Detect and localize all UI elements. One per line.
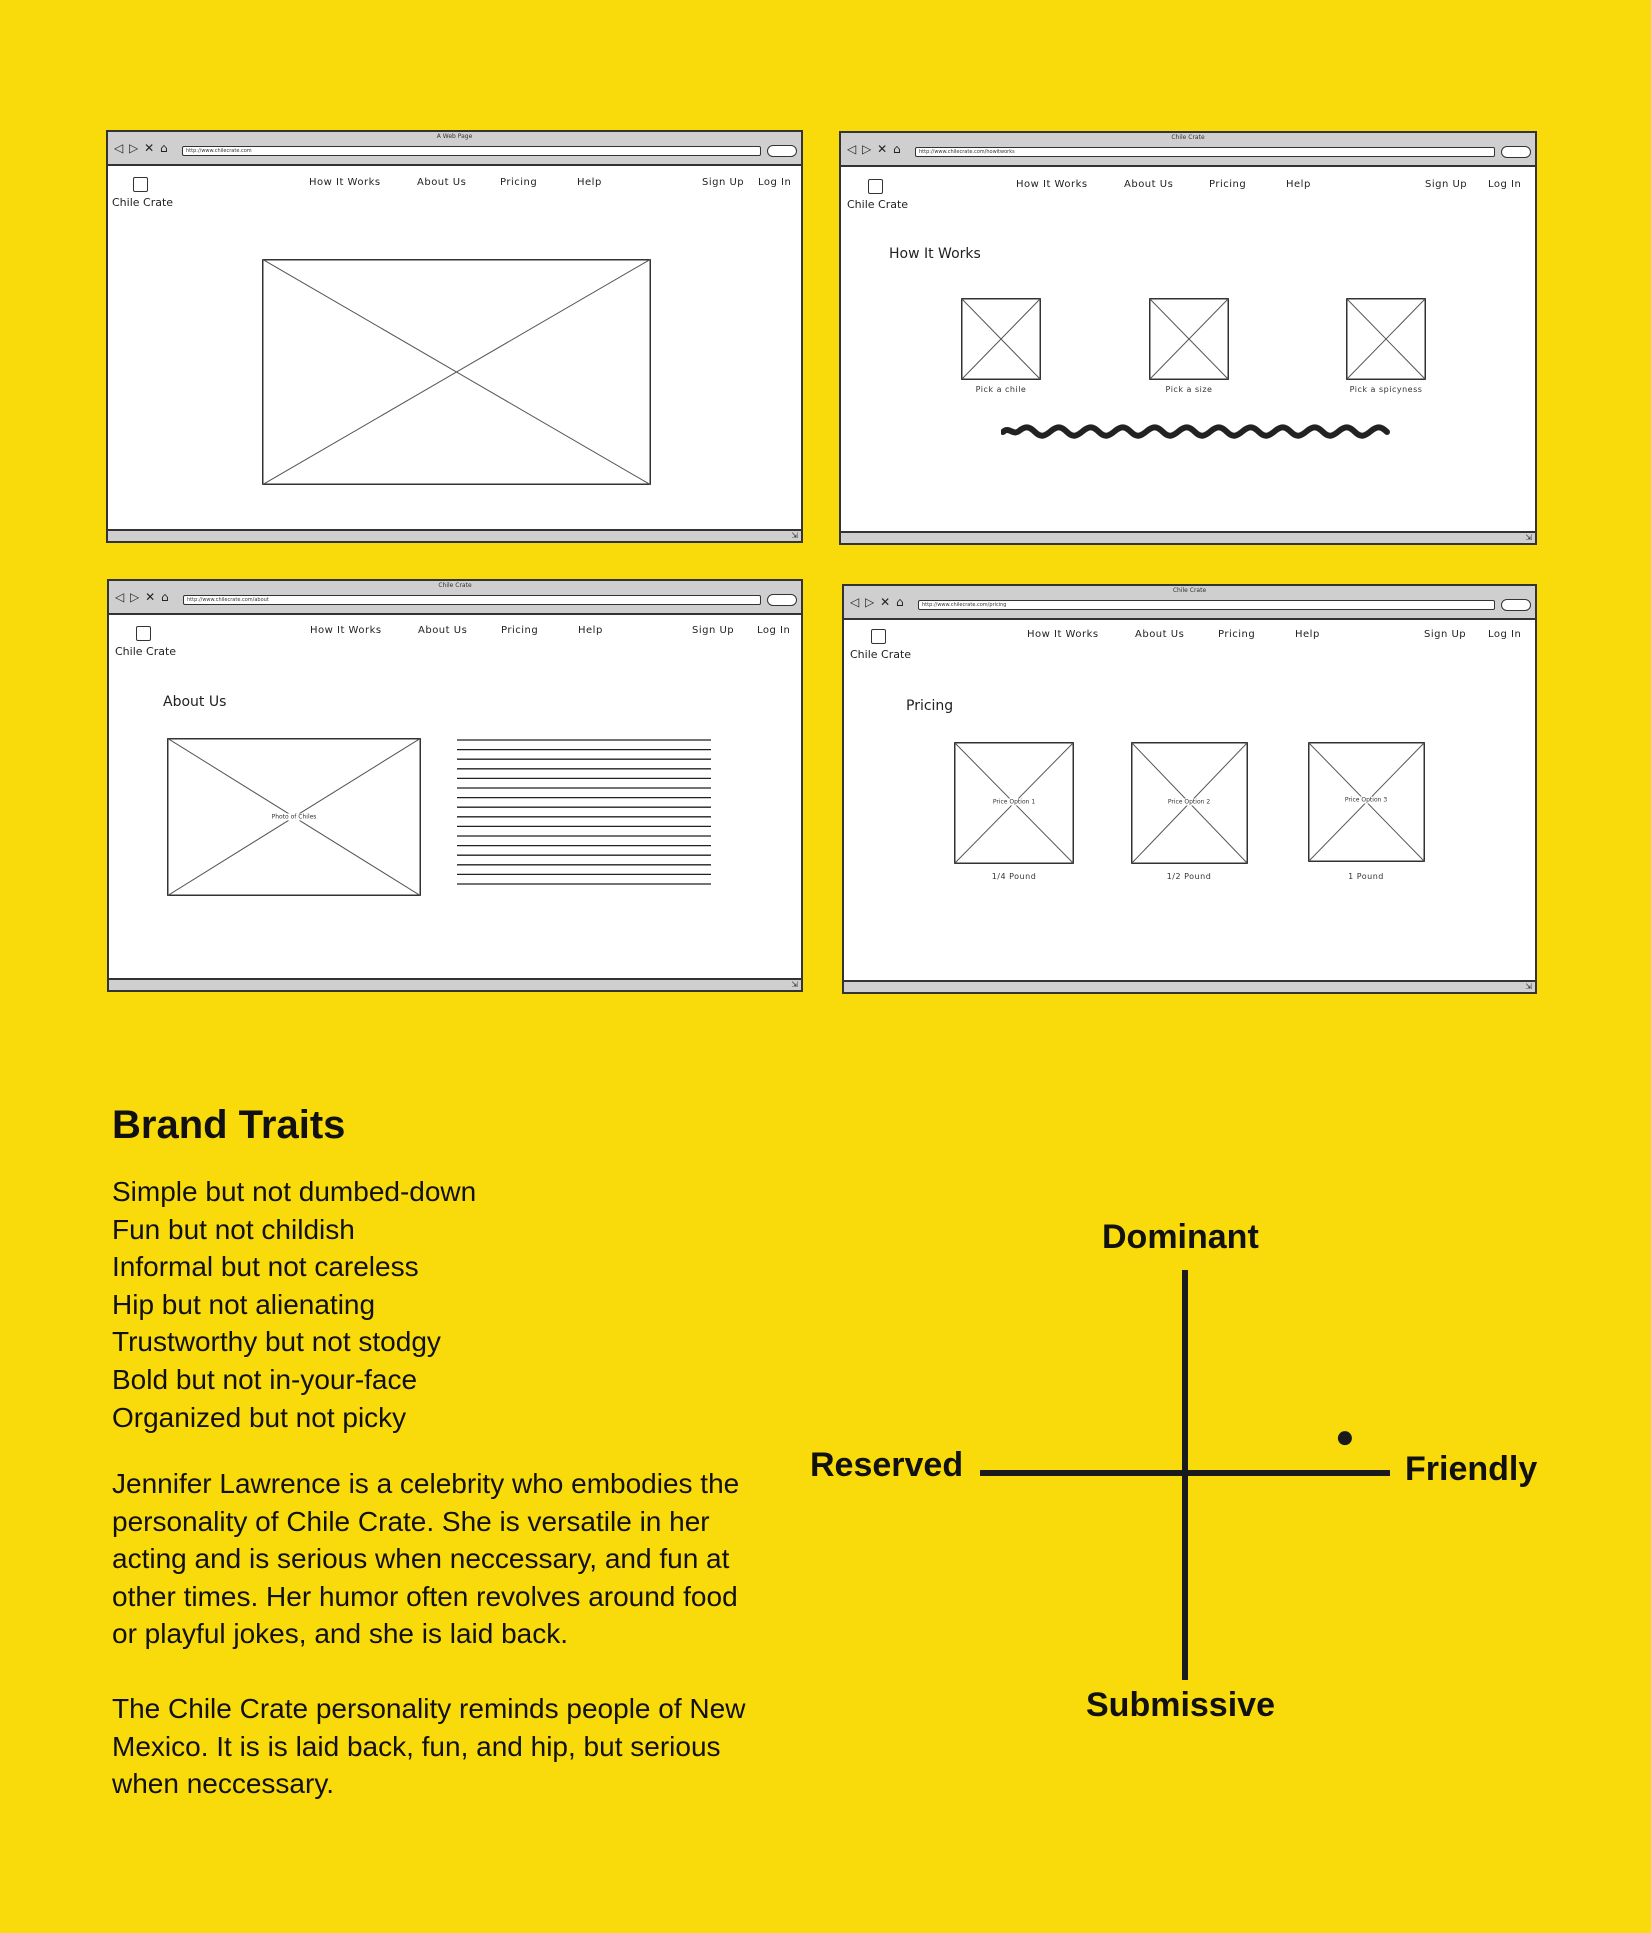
step-caption: Pick a chile — [975, 385, 1027, 394]
browser-nav-icons[interactable]: ◁ ▷ ✕ ⌂ — [847, 142, 902, 156]
nav-how-it-works[interactable]: How It Works — [310, 625, 382, 636]
nav-help[interactable]: Help — [577, 177, 602, 188]
trait-item: Bold but not in-your-face — [112, 1363, 418, 1395]
nav-help[interactable]: Help — [1295, 629, 1320, 640]
nav-about-us[interactable]: About Us — [1124, 179, 1174, 190]
text-lines-placeholder — [457, 738, 711, 894]
scribbled-text-placeholder — [1001, 423, 1391, 439]
brand-name: Chile Crate — [847, 198, 909, 211]
browser-chrome — [844, 586, 1535, 620]
window-title: A Web Page — [436, 133, 473, 140]
browser-nav-icons[interactable]: ◁ ▷ ✕ ⌂ — [114, 141, 169, 155]
nav-how-it-works[interactable]: How It Works — [1016, 179, 1088, 190]
resize-grip-icon[interactable]: ⇲ — [791, 980, 798, 989]
section-heading: How It Works — [889, 246, 981, 262]
nav-how-it-works[interactable]: How It Works — [309, 177, 381, 188]
price-option-label: Price Option 3 — [1344, 796, 1388, 804]
step-image-placeholder — [961, 298, 1041, 380]
trait-item: Informal but not careless — [112, 1251, 419, 1283]
url-bar[interactable]: http://www.chilecrate.com/howitworks — [915, 147, 1495, 157]
price-option-label: Price Option 2 — [1167, 798, 1211, 806]
personality-axes — [970, 1260, 1400, 1690]
resize-grip-icon[interactable]: ⇲ — [1525, 533, 1532, 542]
nav-about-us[interactable]: About Us — [418, 625, 468, 636]
nav-pricing[interactable]: Pricing — [1209, 179, 1247, 190]
browser-chrome — [108, 132, 801, 166]
photo-placeholder — [167, 738, 421, 896]
axis-label-submissive: Submissive — [1086, 1686, 1275, 1724]
log-in-link[interactable]: Log In — [757, 625, 791, 636]
trait-item: Simple but not dumbed-down — [112, 1176, 477, 1207]
step-image-placeholder — [1149, 298, 1229, 380]
nav-pricing[interactable]: Pricing — [1218, 629, 1256, 640]
window-title: Chile Crate — [1171, 134, 1205, 141]
section-heading: Pricing — [906, 698, 954, 714]
step-image-placeholder — [1346, 298, 1426, 380]
search-field[interactable] — [767, 145, 797, 157]
status-bar — [109, 978, 801, 990]
search-field[interactable] — [767, 594, 797, 606]
logo-placeholder-icon — [133, 177, 148, 192]
nav-about-us[interactable]: About Us — [1135, 629, 1185, 640]
window-title: Chile Crate — [1172, 587, 1207, 594]
wireframe-home — [106, 130, 803, 543]
search-field[interactable] — [1501, 146, 1531, 158]
trait-item: Organized but not picky — [112, 1401, 407, 1433]
nav-help[interactable]: Help — [578, 625, 603, 636]
browser-chrome — [109, 581, 801, 615]
price-option-caption: 1 Pound — [1348, 872, 1384, 881]
wireframe-pricing — [842, 584, 1537, 994]
price-option-placeholder — [954, 742, 1074, 864]
status-bar — [841, 531, 1535, 543]
sign-up-link[interactable]: Sign Up — [692, 625, 735, 636]
trait-item: Trustworthy but not stodgy — [112, 1326, 441, 1358]
sign-up-link[interactable]: Sign Up — [702, 177, 745, 188]
resize-grip-icon[interactable]: ⇲ — [1525, 982, 1532, 991]
brand-name: Chile Crate — [850, 648, 912, 661]
url-bar[interactable]: http://www.chilecrate.com/about — [183, 595, 761, 605]
browser-nav-icons[interactable]: ◁ ▷ ✕ ⌂ — [850, 595, 905, 609]
status-bar — [108, 529, 801, 541]
step-caption: Pick a spicyness — [1349, 385, 1423, 394]
status-bar — [844, 980, 1535, 992]
search-field[interactable] — [1501, 599, 1531, 611]
window-title: Chile Crate — [438, 582, 472, 589]
nav-help[interactable]: Help — [1286, 179, 1311, 190]
sign-up-link[interactable]: Sign Up — [1425, 179, 1468, 190]
step-caption: Pick a size — [1165, 385, 1213, 394]
price-option-placeholder — [1308, 742, 1425, 862]
trait-item: Hip but not alienating — [112, 1288, 376, 1320]
nav-pricing[interactable]: Pricing — [501, 625, 539, 636]
nav-about-us[interactable]: About Us — [417, 177, 467, 188]
wireframe-about-us — [107, 579, 803, 992]
photo-label: Photo of Chiles — [271, 813, 317, 821]
resize-grip-icon[interactable]: ⇲ — [791, 531, 798, 540]
logo-placeholder-icon — [868, 179, 883, 194]
sign-up-link[interactable]: Sign Up — [1424, 629, 1467, 640]
price-option-placeholder — [1131, 742, 1248, 864]
wireframe-how-it-works — [839, 131, 1537, 545]
brand-name: Chile Crate — [115, 645, 177, 658]
hero-image-placeholder — [262, 259, 651, 485]
log-in-link[interactable]: Log In — [758, 177, 792, 188]
browser-chrome — [841, 133, 1535, 167]
section-heading: About Us — [163, 694, 227, 710]
url-bar[interactable]: http://www.chilecrate.com/pricing — [918, 600, 1495, 610]
axis-label-dominant: Dominant — [1102, 1218, 1259, 1256]
browser-nav-icons[interactable]: ◁ ▷ ✕ ⌂ — [115, 590, 170, 604]
trait-item: Fun but not childish — [112, 1213, 355, 1245]
price-option-caption: 1/4 Pound — [991, 872, 1037, 881]
personality-point — [1338, 1431, 1352, 1445]
price-option-caption: 1/2 Pound — [1166, 872, 1212, 881]
celebrity-paragraph: Jennifer Lawrence is a celebrity who embodies the personality of Chile Crate. She is versatile in her acting and is serious when neccessary, and fun at other times. Her humor often revolves around food or playful jokes, and she is laid back. — [112, 1468, 740, 1650]
nav-how-it-works[interactable]: How It Works — [1027, 629, 1099, 640]
price-option-label: Price Option 1 — [992, 798, 1036, 806]
log-in-link[interactable]: Log In — [1488, 179, 1522, 190]
axis-label-friendly: Friendly — [1405, 1450, 1538, 1488]
log-in-link[interactable]: Log In — [1488, 629, 1522, 640]
brand-traits-list — [112, 1173, 476, 1436]
logo-placeholder-icon — [871, 629, 886, 644]
new-mexico-paragraph: The Chile Crate personality reminds people of New Mexico. It is is laid back, fun, and hip, but serious when neccessary. — [112, 1693, 746, 1800]
brand-traits-title: Brand Traits — [112, 1103, 346, 1147]
axis-label-reserved: Reserved — [810, 1446, 964, 1484]
brand-name: Chile Crate — [112, 196, 174, 209]
url-bar[interactable]: http://www.chilecrate.com — [182, 146, 761, 156]
nav-pricing[interactable]: Pricing — [500, 177, 538, 188]
logo-placeholder-icon — [136, 626, 151, 641]
